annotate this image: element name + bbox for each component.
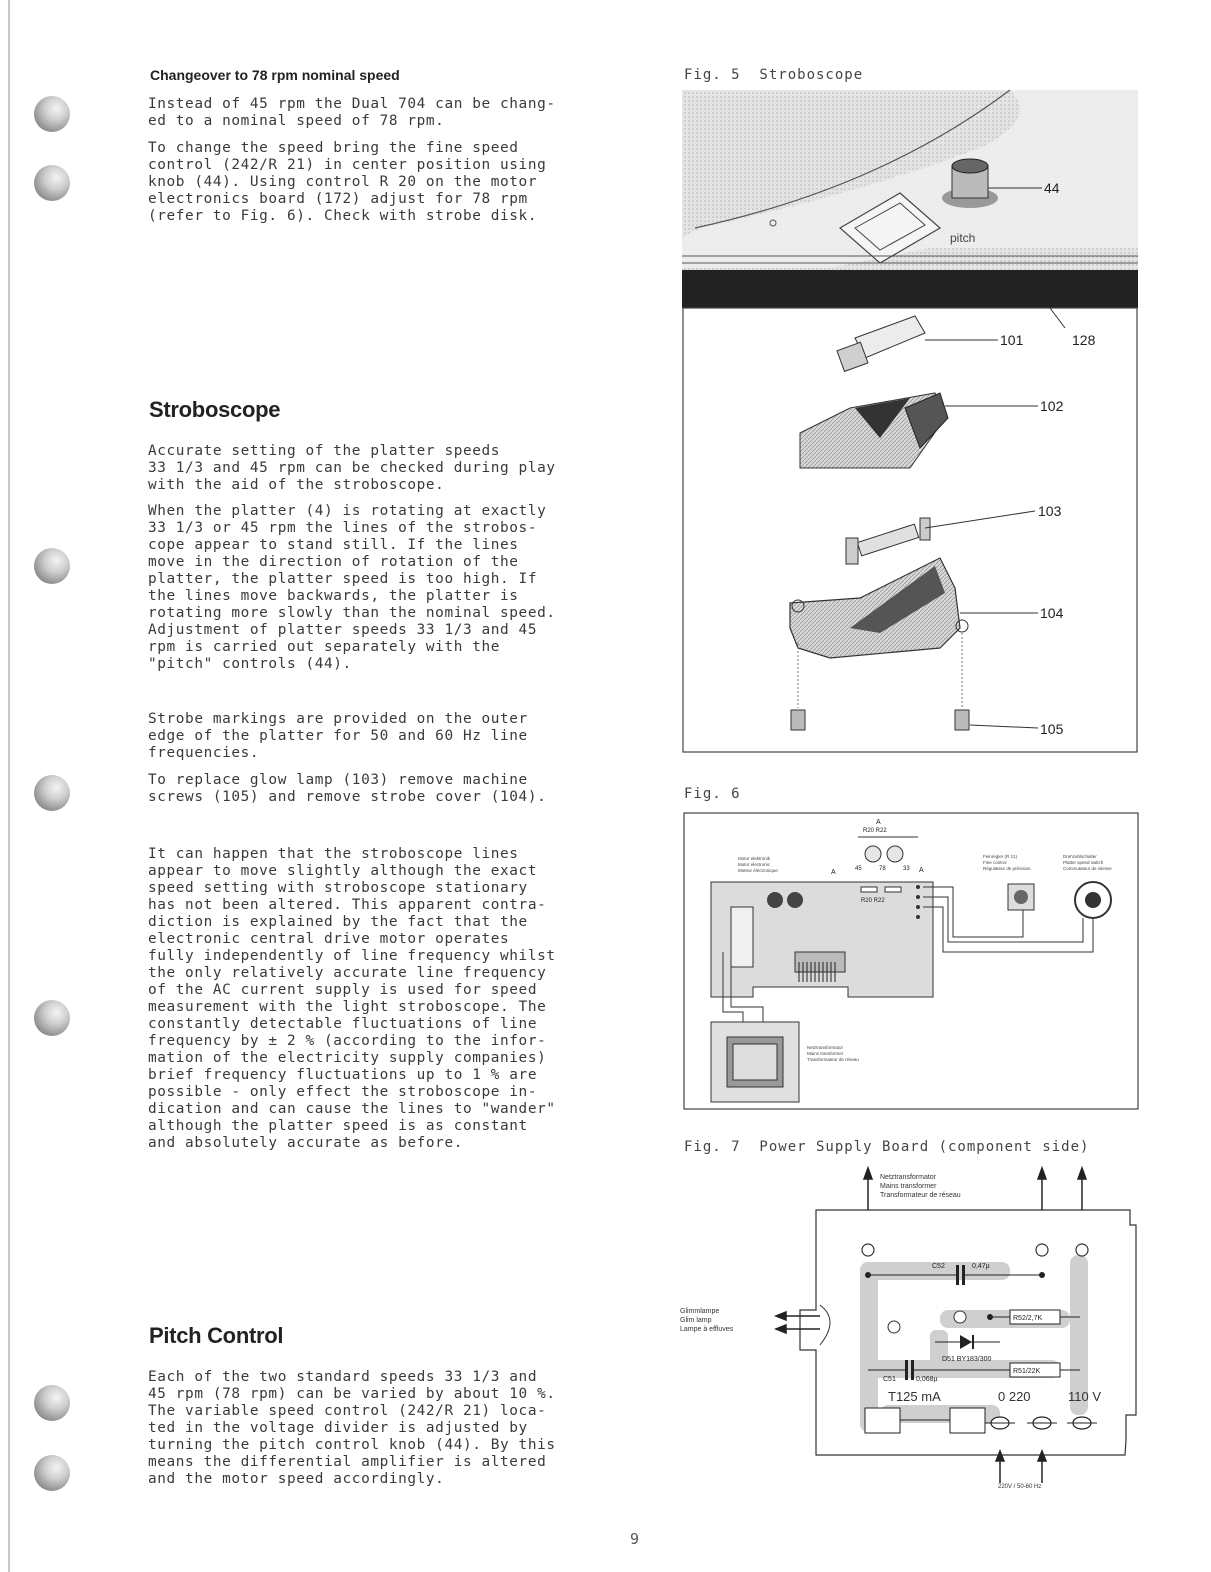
- capacitor-c52: [956, 1265, 959, 1285]
- speed-switch-de: Drehzahlschalter: [1063, 854, 1097, 859]
- glow-lamp-fr: Lampe à effluves: [680, 1326, 734, 1333]
- punch-hole: [34, 1385, 70, 1421]
- fine-control-pot: [1014, 890, 1028, 904]
- punch-hole: [34, 548, 70, 584]
- callout-44: 44: [1044, 180, 1060, 196]
- callout-105: 105: [1040, 721, 1064, 737]
- speed-33: 33: [903, 866, 910, 872]
- callout-102: 102: [1040, 398, 1064, 414]
- c52-value: 0,47µ: [972, 1263, 990, 1270]
- label-a-top: A: [876, 819, 881, 826]
- changeover-paragraph-1: Instead of 45 rpm the Dual 704 can be chang- ed to a nominal speed of 78 rpm.: [148, 96, 556, 129]
- label-r20-r22-top: R20 R22: [863, 828, 887, 834]
- punch-hole: [34, 165, 70, 201]
- callout-103: 103: [1038, 503, 1062, 519]
- d51-label: D51 BY183/300: [942, 1356, 992, 1363]
- netz-label-en: Mains transformer: [880, 1183, 937, 1190]
- fuse-label: T125 mA: [888, 1389, 941, 1404]
- pitch-control-heading: Pitch Control: [149, 1323, 284, 1348]
- speed-78: 78: [879, 866, 886, 872]
- screw-105-left: [791, 710, 805, 730]
- stroboscope-paragraph-3: Strobe markings are provided on the outer edge of the platter for 50 and 60 Hz line frequencies.: [148, 711, 528, 761]
- voltage-label: 0 220: [998, 1389, 1031, 1404]
- punch-hole: [34, 775, 70, 811]
- speed-45: 45: [855, 866, 862, 872]
- callout-128: 128: [1072, 332, 1096, 348]
- pitch-label: pitch: [950, 231, 976, 245]
- callout-101: 101: [1000, 332, 1024, 348]
- c52-label: C52: [932, 1263, 945, 1270]
- stroboscope-heading: Stroboscope: [149, 397, 281, 422]
- platter-edge-bar: [682, 270, 1138, 308]
- punch-hole: [34, 96, 70, 132]
- r51-label: R51/22K: [1013, 1368, 1041, 1375]
- fig5-caption: Fig. 5 Stroboscope: [684, 67, 864, 83]
- label-a-right: A: [919, 867, 924, 874]
- stroboscope-paragraph-2: When the platter (4) is rotating at exactly 33 1/3 or 45 rpm the lines of the strobos- cope appear to stand still. If the lines move in the direction of rotation of the platter, the platter speed is too high. If the lines move backwards, the platter is rotating more slowly than the nominal speed. Adjustment of platter speeds 33 1/3 and 45 rpm is carried out separately with the "pitch" controls (44).: [148, 503, 556, 672]
- screw-105-right: [955, 710, 969, 730]
- netz-label-fr: Transformateur de réseau: [880, 1192, 961, 1199]
- mains-transformer-en: Mains transformer: [807, 1051, 844, 1056]
- motor-electronic-fr: Moteur électronique: [738, 868, 778, 873]
- fig7-power-supply-diagram: [680, 1165, 1140, 1495]
- page-number: 9: [630, 1530, 640, 1548]
- changeover-paragraph-2: To change the speed bring the fine speed control (242/R 21) in center position using knob (44). Using control R 20 on the motor electronics board (172) adjust for 78 rpm (refer to Fig. 6). Check with strobe disk.: [148, 140, 547, 224]
- fig7-caption: Fig. 7 Power Supply Board (component side): [684, 1139, 1090, 1155]
- voltage-110-label: 110 V: [1068, 1389, 1102, 1404]
- speed-switch-fr: Commutateur de vitesse: [1063, 866, 1112, 871]
- fine-control-fr: Régulateur de précision: [983, 866, 1031, 871]
- pitch-control-paragraph: Each of the two standard speeds 33 1/3 and 45 rpm (78 rpm) can be varied by about 10 %. The variable speed control (242/R 21) loca- ted in the voltage divider is adjusted by turning the pitch control knob (44). By this means the differential amplifier is altered and the motor speed accordingly.: [148, 1369, 556, 1487]
- binding-edge: [8, 0, 10, 1572]
- capacitor-c51: [905, 1360, 908, 1380]
- netz-label-de: Netztransformator: [880, 1174, 937, 1181]
- glow-lamp-103: [857, 524, 918, 556]
- stroboscope-paragraph-5: It can happen that the stroboscope lines appear to move slightly although the exact speed setting with stroboscope stationary has not been altered. This apparent contra- diction is explained by the fact that the electronic central drive motor operates fully independently of line frequency whilst the only relatively accurate line frequency of the AC current supply is used for speed measurement with the light stroboscope. The constantly detectable fluctuations of line frequency by ± 2 % (according to the infor- mation of the electricity supply companies) brief frequency fluctuations up to 1 % are possible - only effect the stroboscope in- dication and can cause the lines to "wander" although the platter speed is as constant and absolutely accurate as before.: [148, 846, 556, 1151]
- callout-104: 104: [1040, 605, 1064, 621]
- motor-electronic-de: Motor elektronik: [738, 856, 771, 861]
- fine-control-de: Feinregler (R 21): [983, 854, 1018, 859]
- fig5-stroboscope-diagram: [680, 88, 1140, 756]
- fig6-caption: Fig. 6: [684, 786, 741, 802]
- r52-label: R52/2,7K: [1013, 1315, 1043, 1322]
- punch-hole: [34, 1455, 70, 1491]
- glow-lamp-de: Glimmlampe: [680, 1308, 720, 1315]
- potentiometer-r22: [887, 846, 903, 862]
- mains-transformer-fr: Transformateur de réseau: [807, 1057, 859, 1062]
- stroboscope-paragraph-4: To replace glow lamp (103) remove machine screws (105) and remove strobe cover (104).: [148, 772, 547, 805]
- mains-transformer-de: Netztransformator: [807, 1045, 844, 1050]
- label-a-left: A: [831, 869, 836, 876]
- speed-switch-en: Platter speed switch: [1063, 860, 1104, 865]
- fig6-motor-electronics-diagram: [683, 812, 1139, 1110]
- punch-hole: [34, 1000, 70, 1036]
- stroboscope-paragraph-1: Accurate setting of the platter speeds 33 1/3 and 45 rpm can be checked during play with the aid of the stroboscope.: [148, 443, 556, 493]
- c51-value: 0,068µ: [916, 1376, 938, 1383]
- potentiometer-r20: [865, 846, 881, 862]
- label-r20-r22-board: R20 R22: [861, 898, 885, 904]
- motor-electronic-en: Motor electronic: [738, 862, 771, 867]
- glow-lamp-en: Glim lamp: [680, 1317, 712, 1324]
- c51-label: C51: [883, 1376, 896, 1383]
- changeover-heading: Changeover to 78 rpm nominal speed: [150, 67, 400, 83]
- fine-control-en: Fine control: [983, 860, 1007, 865]
- mains-input-label: 220V / 50-60 Hz: [998, 1484, 1042, 1490]
